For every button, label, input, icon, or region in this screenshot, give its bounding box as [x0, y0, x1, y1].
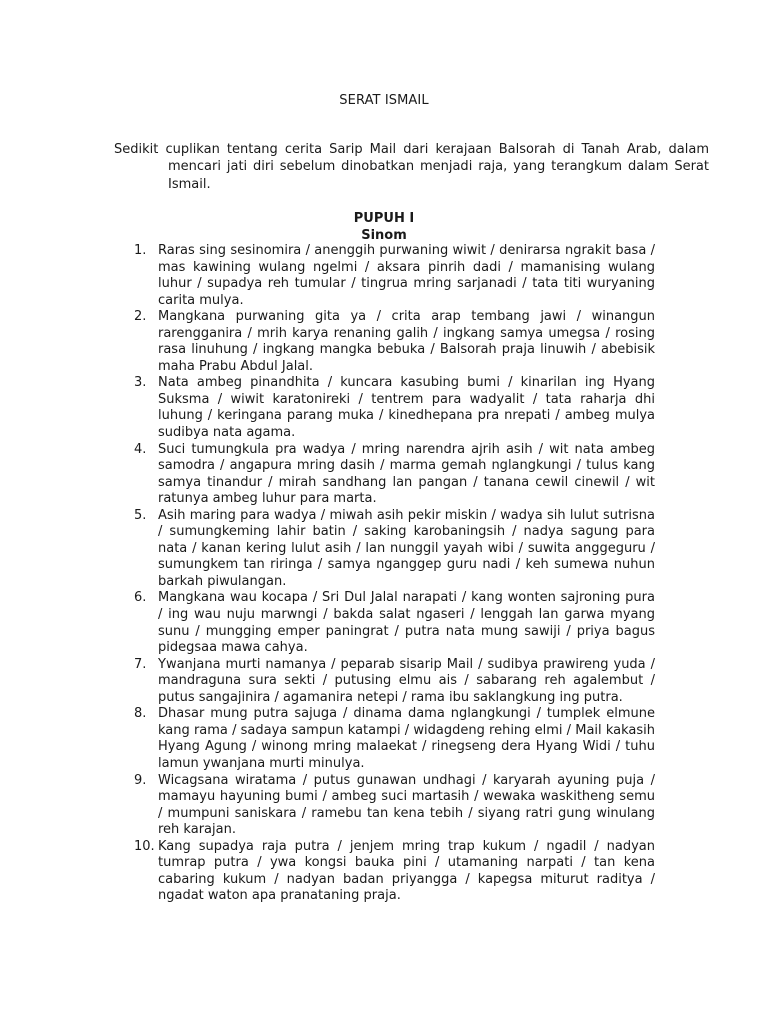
stanza-number: 3.	[134, 375, 147, 391]
stanza-item	[134, 309, 655, 375]
stanza-number: 9.	[134, 772, 147, 788]
stanza-text: Mangkana purwaning gita ya / crita arap tembang jawi / winangun rarengganira / mrih karya renaning galih / ingkang samya umegsa / rosing rasa linuhung / ingkang mangka bebuka / Balsorah praja linuwih / abebisik maha Prabu Abdul Jalal.	[158, 309, 655, 374]
stanza-number: 2.	[134, 309, 147, 325]
stanza-item	[134, 590, 655, 656]
stanza-number: 8.	[134, 706, 147, 722]
stanza-number: 4.	[134, 441, 147, 457]
stanza-number: 10.	[134, 838, 155, 854]
stanza-text: Asih maring para wadya / miwah asih pekir miskin / wadya sih lulut sutrisna / sumungkeming lahir batin / saking karobaningsih / nadya sagung para nata / kanan kering lulut asih / lan nunggil yayah wibi / suwita anggeguru / sumungkem tan riringa / samya nganggep guru nadi / keh sumewa nuhun barkah piwulangan.	[158, 507, 655, 589]
stanza-number: 7.	[134, 656, 147, 672]
section-subtitle: Sinom	[361, 228, 407, 243]
stanza-text: Ywanjana murti namanya / peparab sisarip Mail / sudibya prawireng yuda / mandraguna sura sekti / putusing elmu ais / sabarang reh agalembut / putus sangajinira / agamanira netepi / rama ibu saklangkung ing putra.	[158, 656, 655, 705]
intro-paragraph: Sedikit cuplikan tentang cerita Sarip Mail dari kerajaan Balsorah di Tanah Arab, dalam mencari jati diri sebelum dinobatkan menjadi raja, yang terangkum dalam Serat Ismail.	[114, 142, 709, 192]
stanza-text: Mangkana wau kocapa / Sri Dul Jalal narapati / kang wonten sajroning pura / ing wau nuju marwngi / bakda salat ngaseri / lenggah lan garwa myang sunu / mungging emper paningrat / putra nata mung sawiji / priya bagus pidegsaa mawa cahya.	[158, 590, 655, 656]
stanza-text: Raras sing sesinomira / anenggih purwaning wiwit / denirarsa ngrakit basa / mas kawining wulang ngelmi / aksara pinrih dadi / mamanising wulang luhur / supadya reh tumular / tingrua mring sarjanadi / tata titi wuryaning carita mulya.	[158, 243, 655, 308]
stanza-item	[134, 442, 655, 508]
stanza-item	[134, 375, 655, 441]
stanza-item	[134, 839, 655, 905]
stanza-item	[134, 508, 655, 591]
stanza-number: 1.	[134, 243, 147, 258]
stanza-list	[134, 243, 655, 905]
stanza-item	[134, 706, 655, 772]
stanza-text: Kang supadya raja putra / jenjem mring trap kukum / ngadil / nadyan tumrap putra / ywa kongsi bauka pini / utamaning narpati / tan kena cabaring kukum / nadyan badan priyangga / kapegsa miturut raditya / ngadat waton apa pranataning praja.	[158, 838, 655, 904]
stanza-text: Dhasar mung putra sajuga / dinama dama nglangkungi / tumplek elmune kang rama / sadaya sampun katampi / widagdeng rehing elmi / Mail kakasih Hyang Agung / winong mring malaekat / rinegseng dera Hyang Widi / tuhu lamun ywanjana murti minulya.	[158, 706, 655, 771]
stanza-number: 6.	[134, 590, 147, 606]
stanza-text: Nata ambeg pinandhita / kuncara kasubing bumi / kinarilan ing Hyang Suksma / wiwit karatonireki / tentrem para wadyalit / tata raharja dhi luhung / keringana parang muka / kinedhepana pra nrepati / ambeg mulya sudibya nata agama.	[158, 375, 655, 441]
stanza-item	[134, 773, 655, 839]
stanza-item	[134, 657, 655, 707]
section-title: PUPUH I	[353, 211, 415, 226]
stanza-text: Suci tumungkula pra wadya / mring narendra ajrih asih / wit nata ambeg samodra / angapura mring dasih / marma gemah nglangkungi / tulus kang samya tinandur / mirah sandhang lan pangan / tanana cewil cinewil / wit ratunya ambeg luhur para marta.	[158, 441, 655, 507]
stanza-item	[134, 243, 655, 309]
stanza-text: Wicagsana wiratama / putus gunawan undhagi / karyarah ayuning puja / mamayu hayuning bumi / ambeg suci martasih / wewaka waskitheng semu / mumpuni saniskara / ramebu tan kena tebih / siyang ratri gung winulang reh karajan.	[158, 772, 655, 838]
stanza-number: 5.	[134, 507, 147, 523]
document-title: SERAT ISMAIL	[339, 93, 429, 108]
